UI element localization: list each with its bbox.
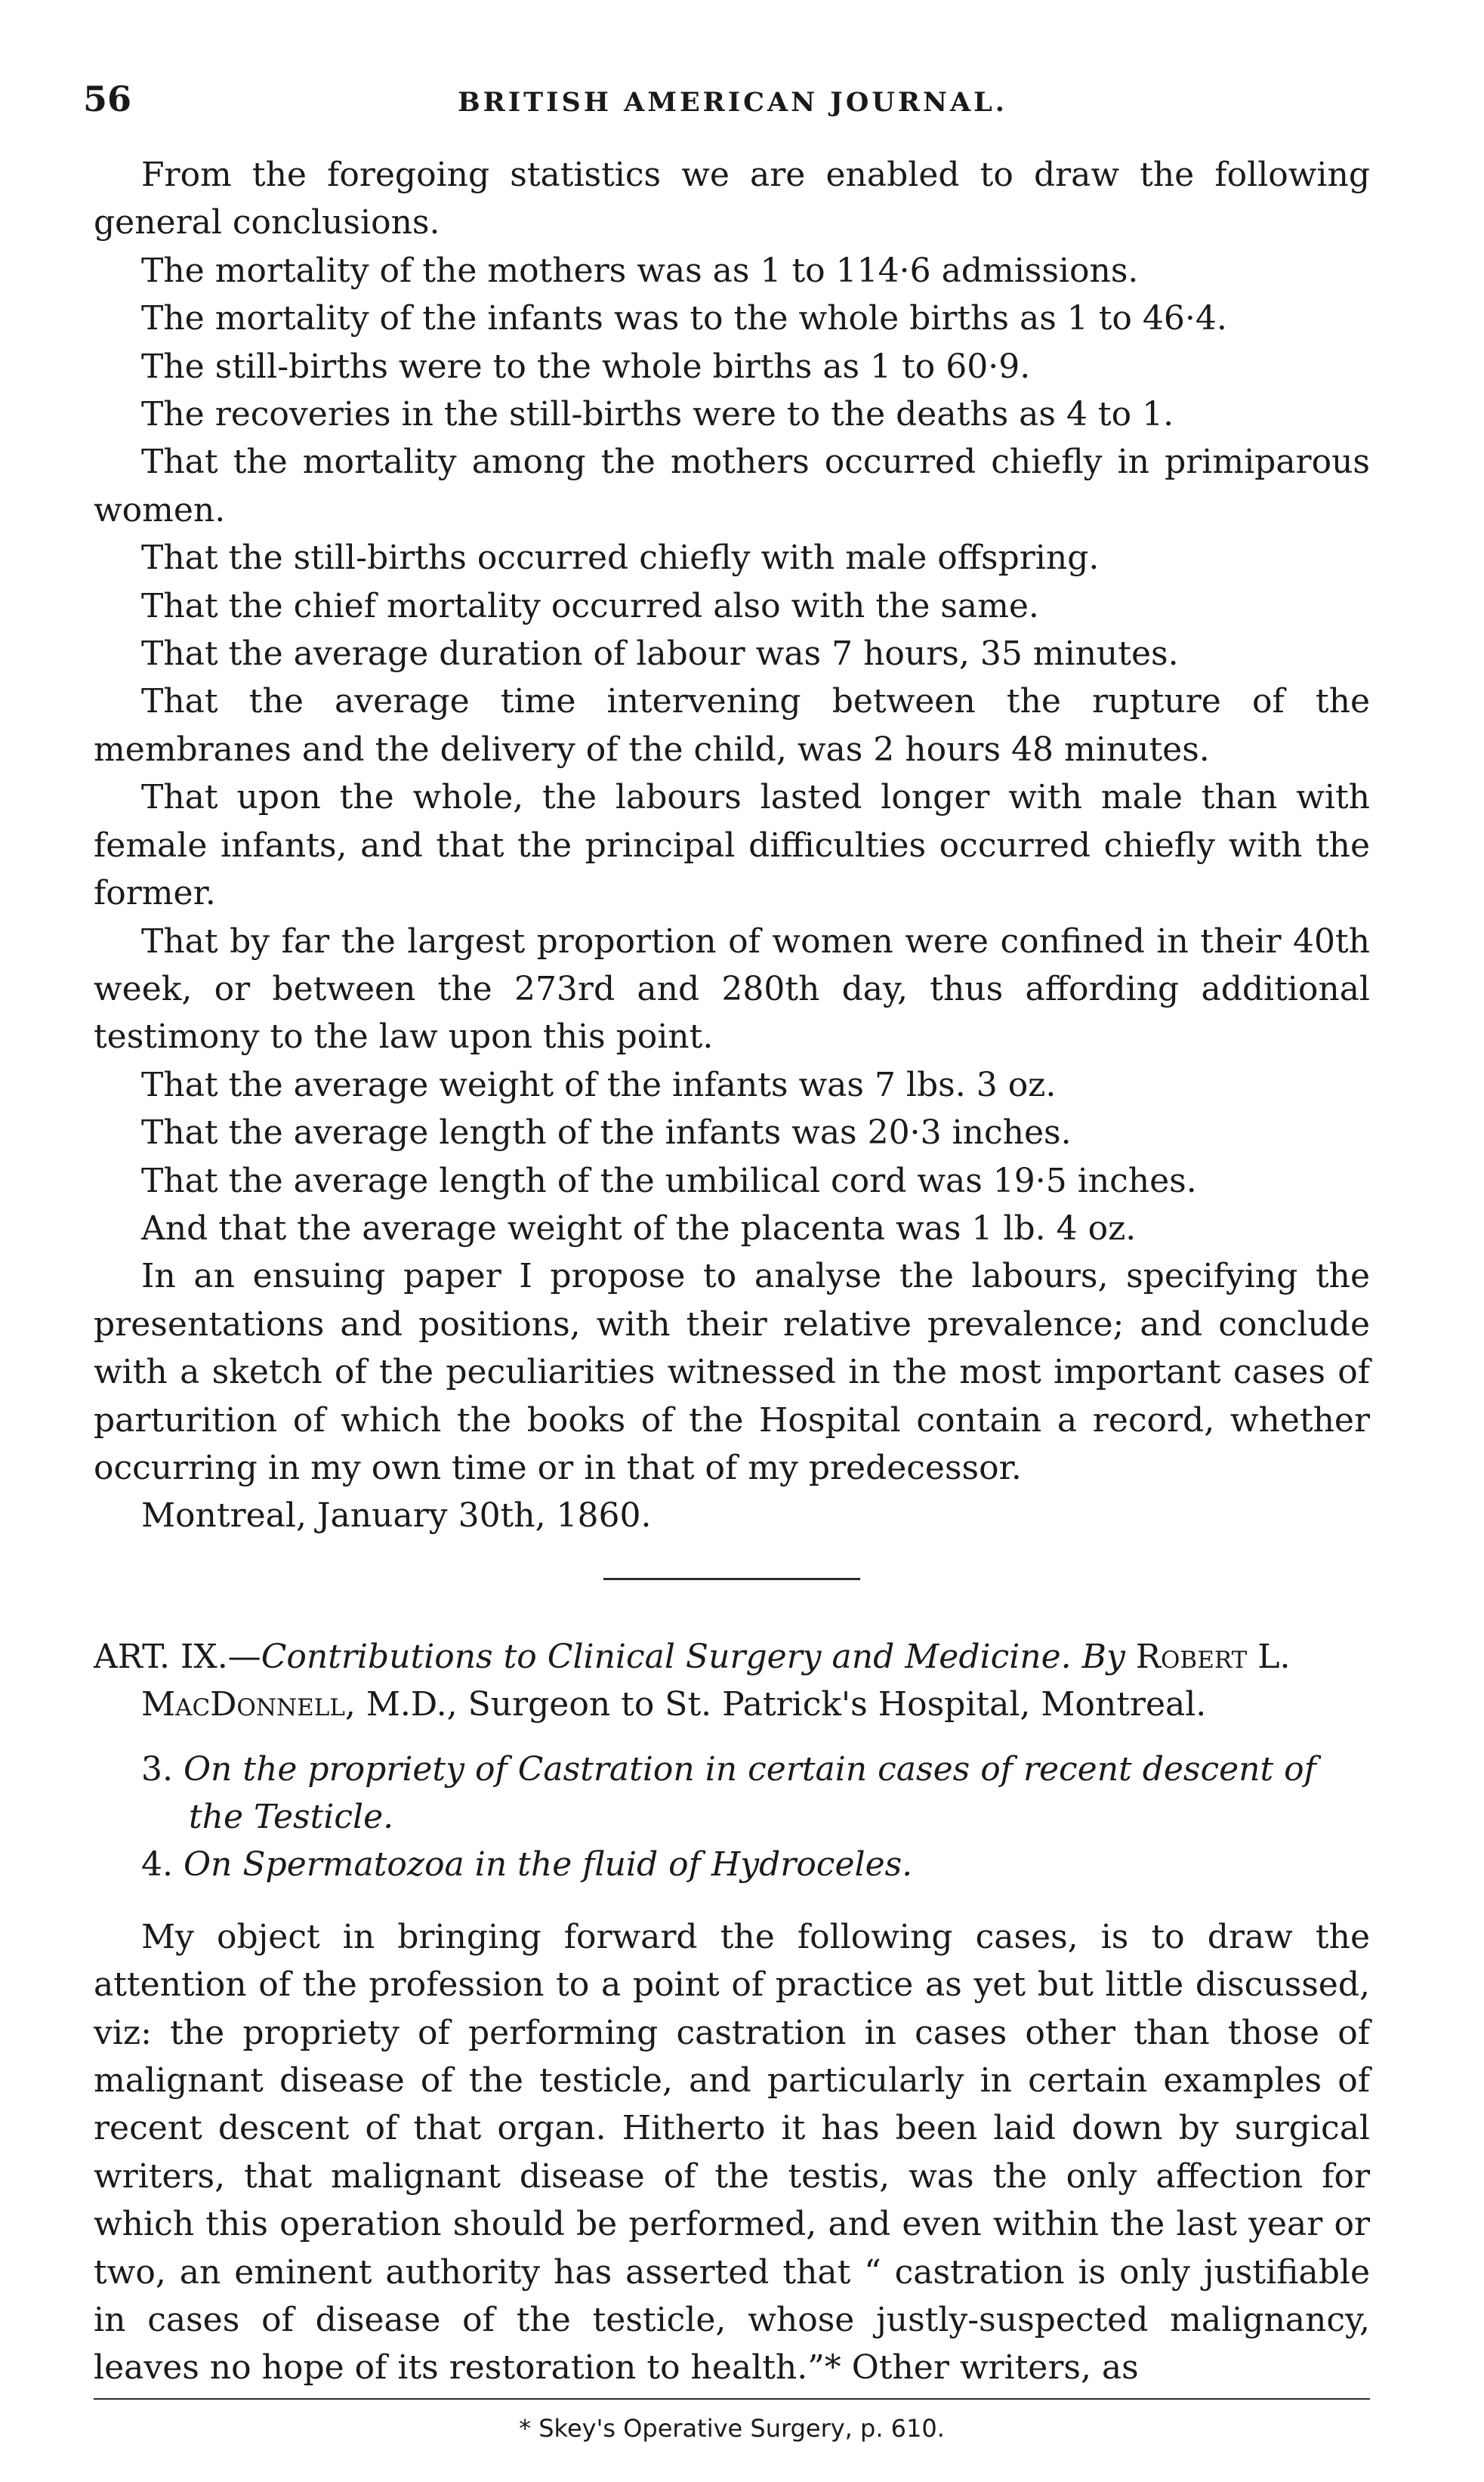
- conclusion-item: That the average length of the umbilical cord was 19·5 inches.: [141, 1161, 1197, 1200]
- conclusion-item: That the average time intervening between the rupture of the membranes and the delivery of the child, was 2 hours 48 minutes.: [94, 682, 1370, 769]
- section-divider: [603, 1578, 860, 1580]
- footnote: * Skey's Operative Surgery, p. 610.: [519, 2413, 945, 2443]
- article-affiliation: Surgeon to St. Patrick's Hospital, Montreal.: [467, 1685, 1207, 1724]
- page-number: 56: [83, 79, 132, 119]
- conclusion-item: The mortality of the mothers was as 1 to 114·6 admissions.: [141, 251, 1139, 290]
- conclusion-item: And that the average weight of the placenta was 1 lb. 4 oz.: [141, 1209, 1137, 1248]
- article-title: Contributions to Clinical Surgery and Medicine.: [261, 1637, 1072, 1676]
- conclusions-intro: From the foregoing statistics we are enabled to draw the following general conclusions.: [94, 156, 1370, 242]
- conclusion-item: That the mortality among the mothers occurred chiefly in primiparous women.: [94, 443, 1370, 529]
- footnote-rule: [94, 2398, 1370, 2400]
- conclusion-item: That the average length of the infants was 20·3 inches.: [141, 1113, 1072, 1153]
- conclusion-item: That the chief mortality occurred also with the same.: [141, 586, 1039, 625]
- conclusion-item: That by far the largest proportion of women were confined in their 40th week, or between the 273rd and 280th day, thus affording additional testimony to the law upon this point.: [94, 921, 1370, 1057]
- article-heading: [94, 1633, 1370, 1729]
- conclusion-item: That the average duration of labour was 7 hours, 35 minutes.: [141, 634, 1179, 674]
- conclusion-item: That the still-births occurred chiefly with male offspring.: [141, 539, 1100, 578]
- topic-text: On the propriety of Castration in certain cases of recent descent of the Testicle.: [183, 1749, 1316, 1836]
- article-label: ART. IX.—: [94, 1637, 261, 1676]
- topic-item: [94, 1841, 1370, 1888]
- conclusion-item: The mortality of the infants was to the whole births as 1 to 46·4.: [141, 299, 1227, 338]
- page-header: [83, 76, 1382, 121]
- topic-number: 3.: [141, 1749, 173, 1789]
- topic-text: On Spermatozoa in the fluid of Hydroceles.: [183, 1845, 913, 1885]
- closing-paragraph: In an ensuing paper I propose to analyse the labours, specifying the presentations and positions, with their relative prevalence; and conclude with a sketch of the peculiarities witnessed in the most important cases of parturition of which the books of the Hospital contain a record, whether occurring in my own time or in that of my predecessor.: [94, 1257, 1370, 1487]
- conclusion-item: The still-births were to the whole births as 1 to 60·9.: [141, 347, 1031, 386]
- article-author: Robert L. MacDonnell, M.D.,: [141, 1637, 1291, 1724]
- topic-list: [94, 1746, 1370, 1889]
- dateline: Montreal, January 30th, 1860.: [141, 1496, 652, 1536]
- conclusion-item: That upon the whole, the labours lasted longer with male than with female infants, and that the principal difficulties occurred chiefly with the former.: [94, 778, 1370, 913]
- conclusion-item: That the average weight of the infants was 7 lbs. 3 oz.: [141, 1065, 1057, 1104]
- article-by: By: [1081, 1637, 1125, 1676]
- topic-number: 4.: [141, 1845, 173, 1885]
- running-head: BRITISH AMERICAN JOURNAL.: [458, 87, 1007, 118]
- conclusion-item: The recoveries in the still-births were to the deaths as 4 to 1.: [141, 395, 1174, 434]
- page-body: [94, 151, 1370, 2446]
- topic-item: [94, 1746, 1370, 1841]
- article-paragraph: My object in bringing forward the following cases, is to draw the attention of the profession to a point of practice as yet but little discussed, viz: the propriety of performing castration in cases other than those of malignant disease of the testicle, and particularly in certain examples of recent descent of that organ. Hitherto it has been laid down by surgical writers, that malignant disease of the testis, was the only affection for which this operation should be performed, and even within the last year or two, an eminent authority has asserted that “ castration is only justifiable in cases of disease of the testicle, whose justly-suspected malignancy, leaves no hope of its restoration to health.”* Other writers, as: [94, 1917, 1370, 2388]
